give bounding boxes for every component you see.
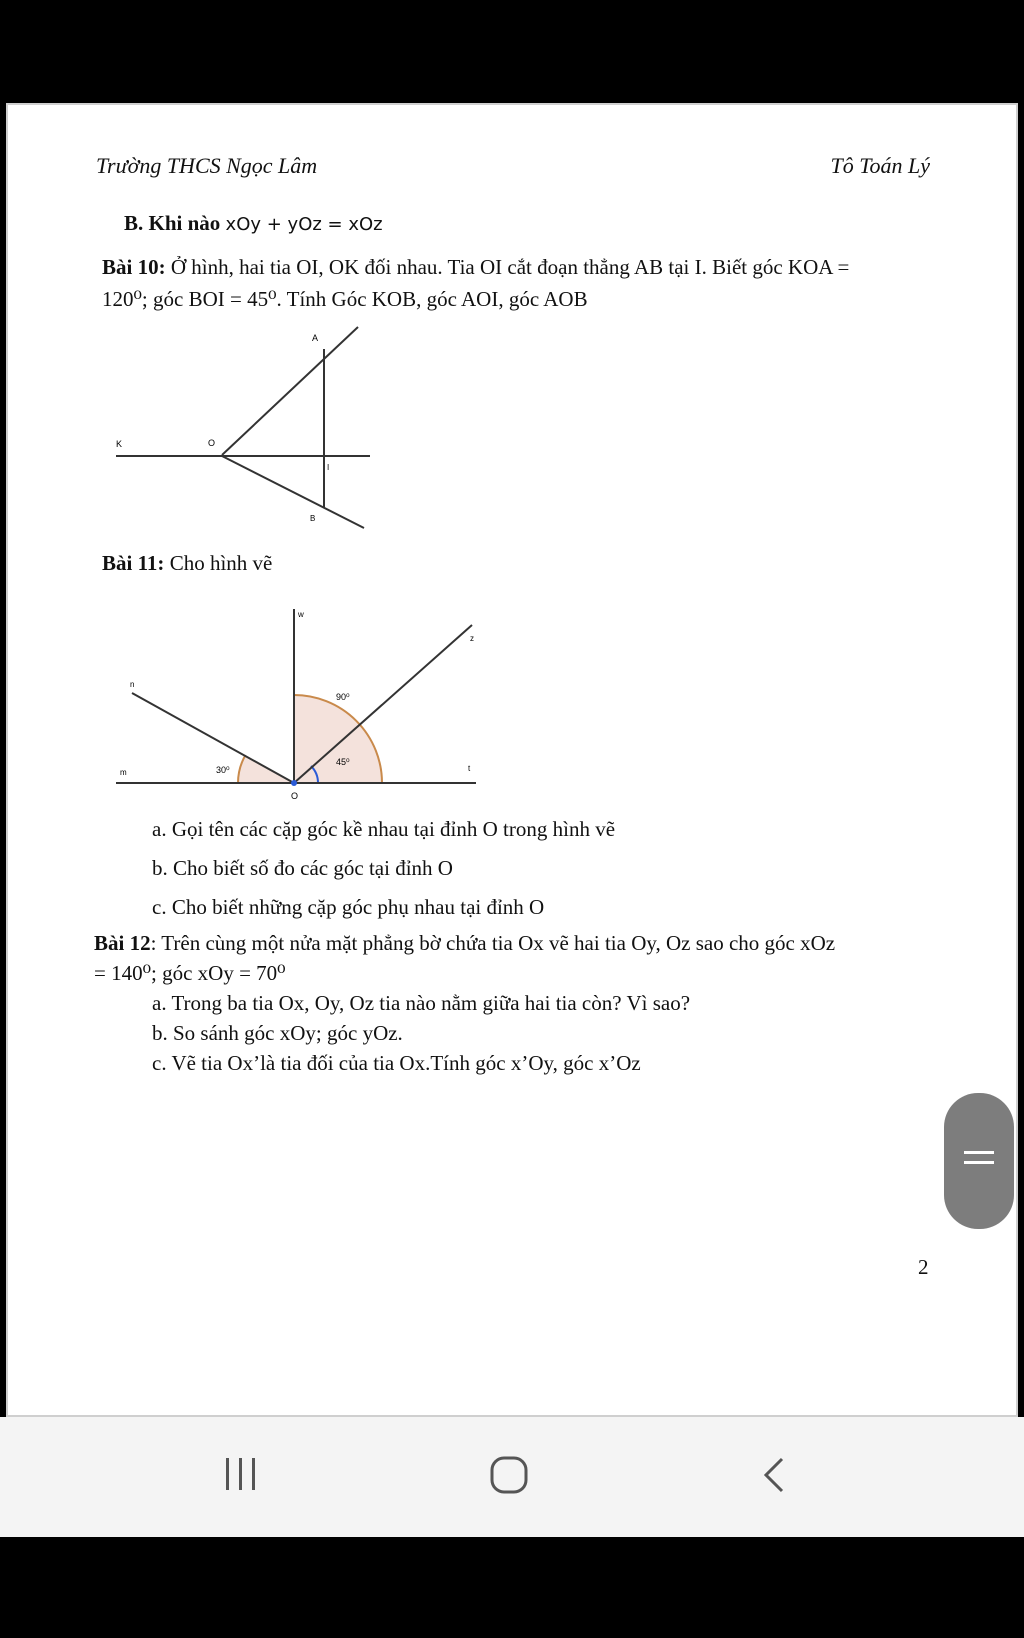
bai12-line1 [94, 931, 835, 956]
ray-t-label: t [468, 764, 471, 773]
point-k-label: K [116, 439, 123, 449]
page-number: 2 [918, 1255, 929, 1279]
bai11-label: Bài 11: [102, 551, 165, 575]
bai12-line2: = 140⁰; góc xOy = 70⁰ [94, 961, 286, 985]
bai10-figure [108, 325, 388, 535]
scroll-handle-grip-bottom [964, 1161, 994, 1164]
document-page[interactable] [6, 103, 1018, 1417]
back-icon [766, 1459, 782, 1491]
ray-oa [222, 327, 358, 455]
recents-icon [226, 1458, 255, 1490]
bai10-line2: 120⁰; góc BOI = 45⁰. Tính Góc KOB, góc AOI, góc AOB [102, 287, 588, 311]
point-b-label: B [310, 514, 316, 523]
back-button[interactable] [758, 1455, 794, 1499]
header-school: Trường THCS Ngọc Lâm [96, 153, 318, 178]
home-icon [492, 1458, 526, 1492]
ray-w-label: w [298, 610, 304, 619]
scroll-handle[interactable] [944, 1093, 1014, 1229]
sector-0-90 [294, 695, 382, 783]
point-o-label: O [208, 438, 216, 448]
angle-45-label: 45⁰ [336, 757, 350, 767]
ray-on [132, 693, 294, 783]
section-b [124, 211, 383, 236]
bai12-label: Bài 12 [94, 931, 151, 955]
bai11-item-a: a. Gọi tên các cặp góc kề nhau tại đỉnh O trong hình vẽ [152, 817, 616, 841]
bai12-item-c: c. Vẽ tia Ox’là tia đối của tia Ox.Tính góc x’Oy, góc x’Oz [152, 1051, 641, 1075]
home-button[interactable] [488, 1455, 532, 1499]
section-b-formula: xOy + yOz = xOz [225, 214, 383, 235]
bai10-line1 [102, 255, 849, 280]
point-i-label: I [327, 463, 330, 472]
bai12-item-b: b. So sánh góc xOy; góc yOz. [152, 1021, 403, 1045]
header-department: Tô Toán Lý [830, 153, 930, 178]
point-o [291, 780, 297, 786]
bai10-label: Bài 10: [102, 255, 166, 279]
ray-n-label: n [130, 680, 135, 689]
ray-z-label: z [470, 634, 474, 643]
angle-30-label: 30⁰ [216, 765, 230, 775]
ray-m-label: m [120, 768, 127, 777]
bai11-line [102, 551, 272, 576]
bai10-text-line1: Ở hình, hai tia OI, OK đối nhau. Tia OI cắt đoạn thẳng AB tại I. Biết góc KOA = [170, 255, 850, 279]
point-a-label: A [312, 333, 319, 343]
bai12-text-line1: : Trên cùng một nửa mặt phẳng bờ chứa tia Ox vẽ hai tia Oy, Oz sao cho góc xOz [150, 931, 836, 955]
bai11-figure [108, 605, 508, 805]
ray-ob [222, 456, 364, 528]
point-o-label: O [291, 791, 299, 801]
scroll-handle-grip-top [964, 1151, 994, 1154]
section-b-label: B. Khi nào [124, 211, 221, 235]
bai12-item-a: a. Trong ba tia Ox, Oy, Oz tia nào nằm giữa hai tia còn? Vì sao? [152, 991, 691, 1015]
bai11-item-b: b. Cho biết số đo các góc tại đỉnh O [152, 856, 453, 880]
recents-button[interactable] [222, 1455, 262, 1495]
navigation-bar [0, 1417, 1024, 1537]
angle-90-label: 90⁰ [336, 692, 350, 702]
bai11-item-c: c. Cho biết những cặp góc phụ nhau tại đỉnh O [152, 895, 545, 919]
bai11-text: Cho hình vẽ [169, 551, 273, 575]
